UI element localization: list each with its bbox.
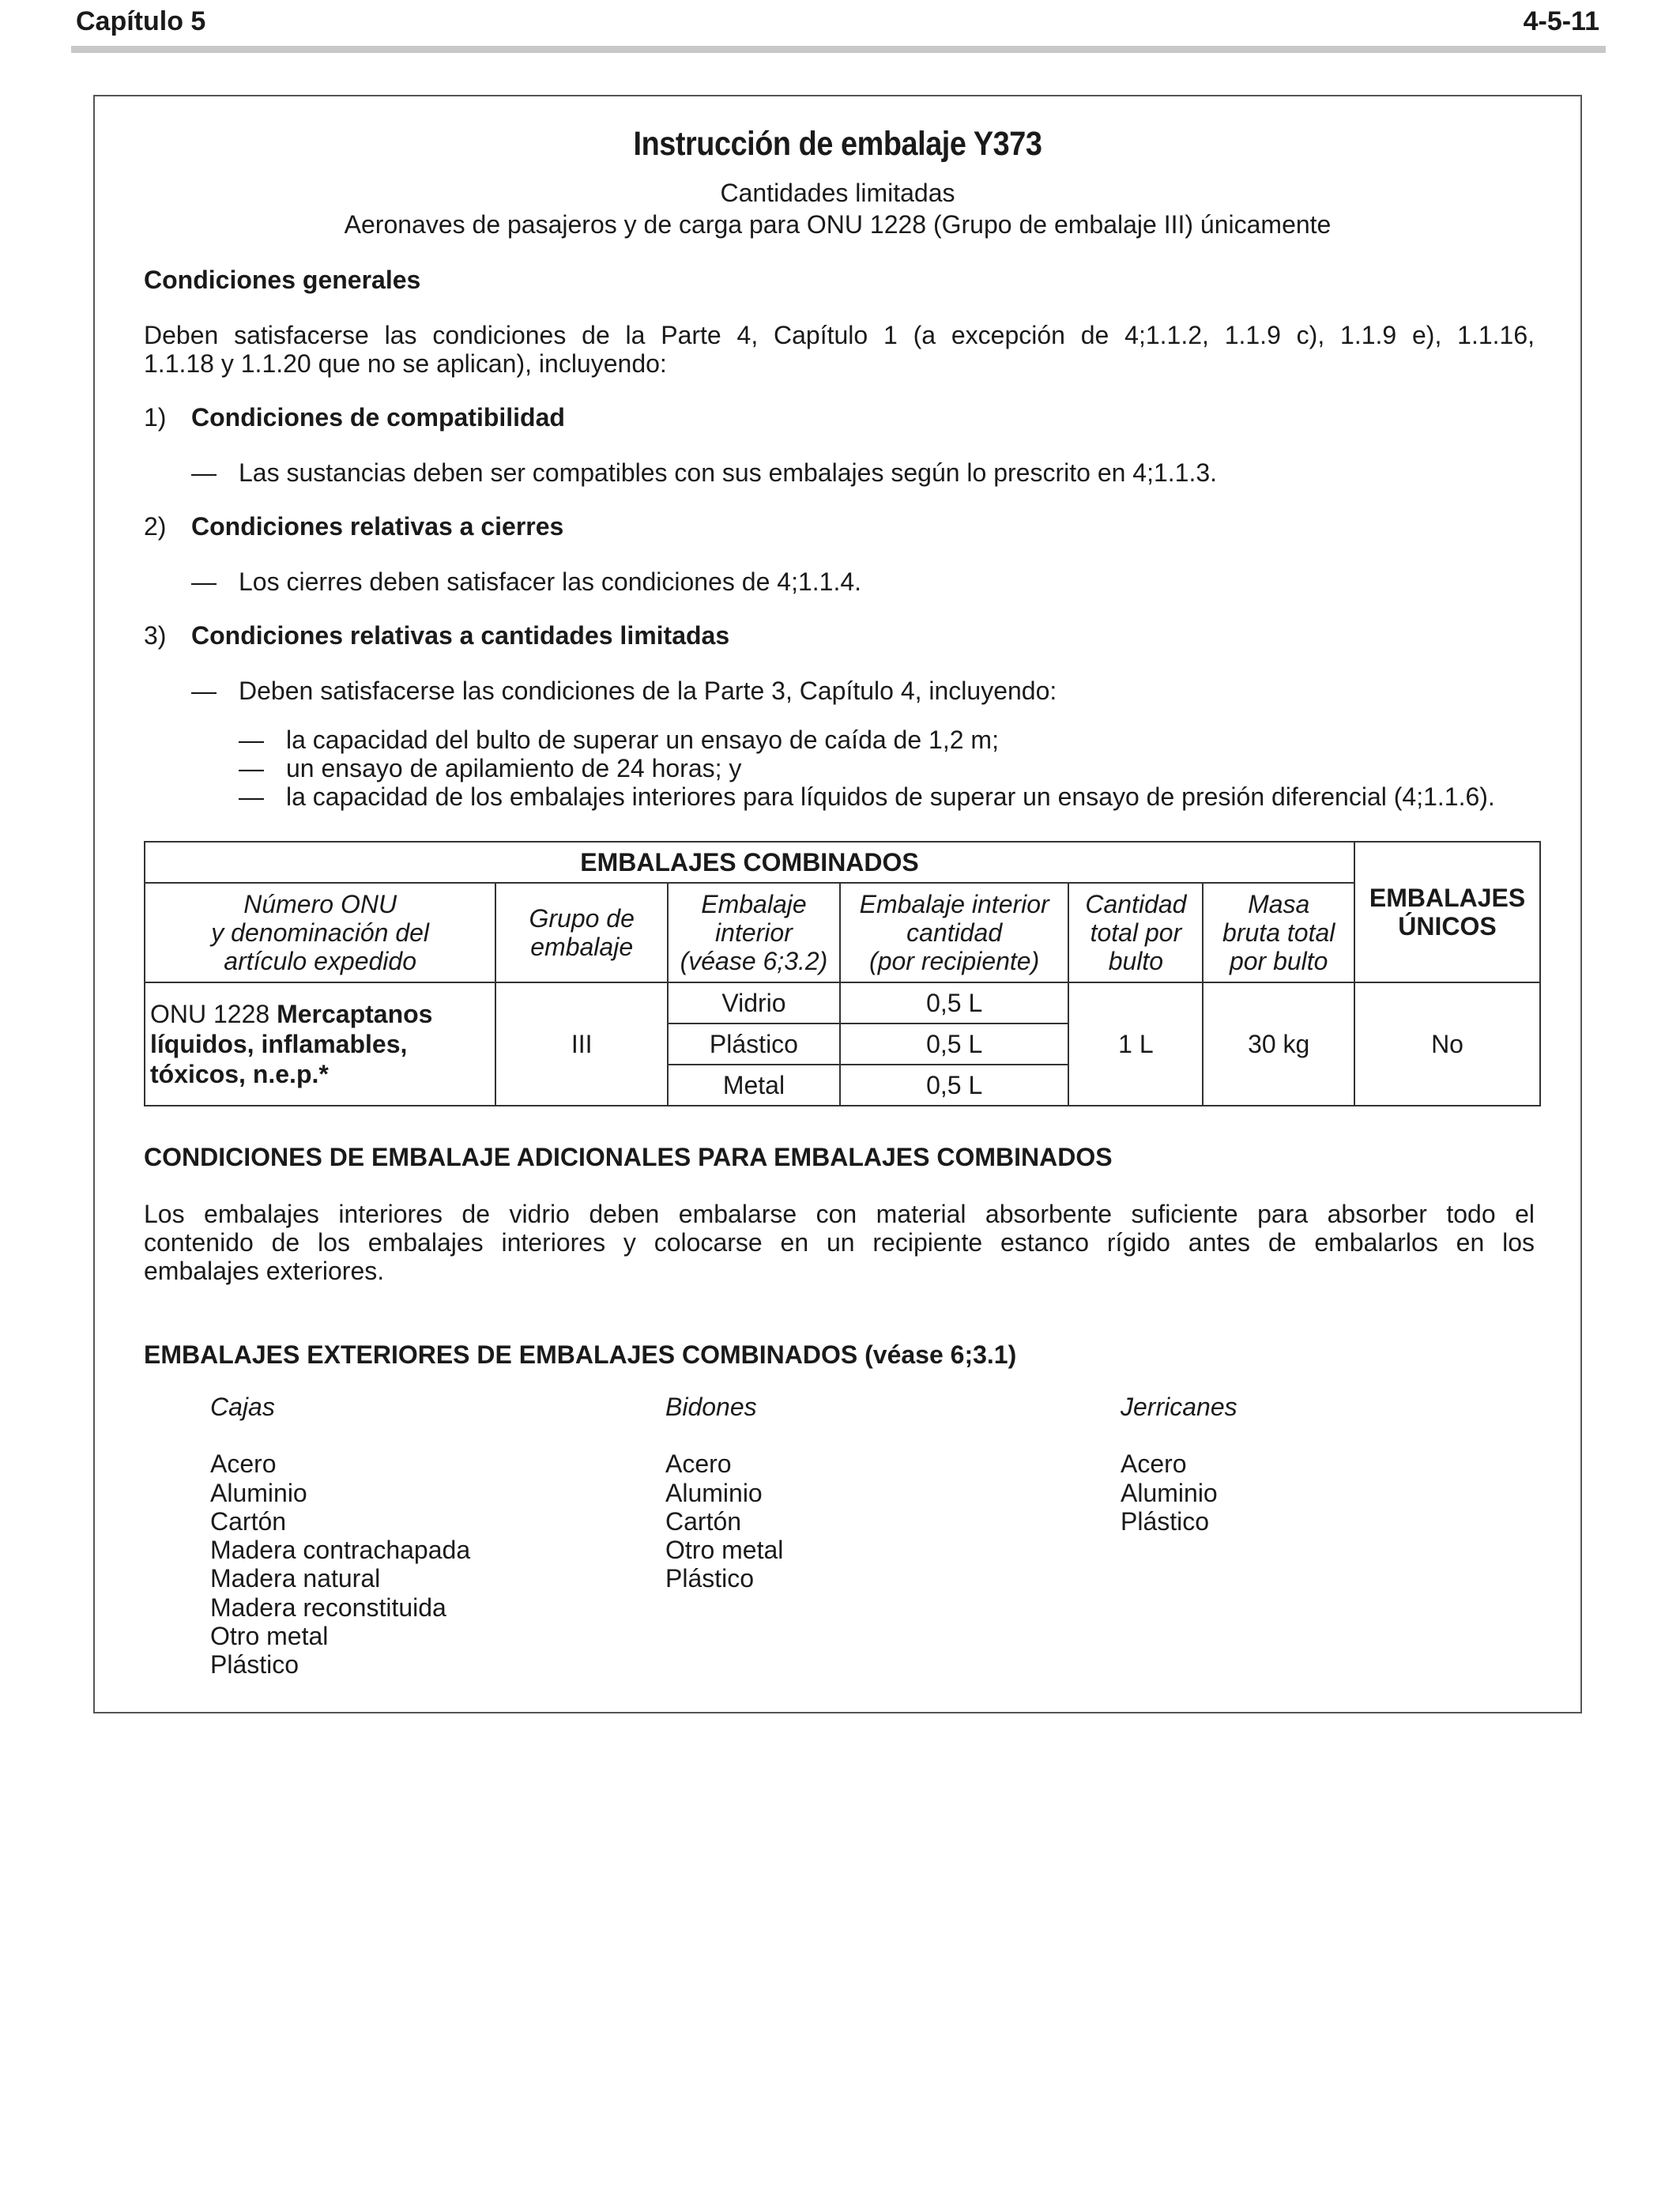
additional-para-line2: contenido de los embalajes interiores y colocarse en un recipiente estanco rígido antes de embalarlos en los	[144, 1228, 1535, 1257]
list-item: Madera contrachapada	[210, 1536, 471, 1565]
list-item: Plástico	[1121, 1506, 1210, 1536]
outer-column-boxes	[210, 1393, 470, 1679]
list-item: Otro metal	[210, 1622, 329, 1651]
chapter-label: Capítulo 5	[76, 6, 206, 36]
list-item: Aluminio	[210, 1478, 307, 1507]
section-3-bullet	[191, 677, 1057, 706]
general-para-line1: Deben satisfacerse las condiciones de la Parte 4, Capítulo 1 (a excepción de 4;1.1.2, 1.1.9 c), 1.1.9 e), 1.1.16,	[144, 321, 1535, 349]
col-header-gross-mass: Masa bruta total por bulto	[1203, 883, 1354, 982]
bullet-text: Las sustancias deben ser compatibles con sus embalajes según lo prescrito en 4;1.1.3.	[239, 458, 1218, 487]
gross-mass-cell: 30 kg	[1203, 982, 1354, 1106]
section-title: Condiciones relativas a cierres	[191, 512, 564, 541]
instruction-subtitle: Cantidades limitadas	[720, 179, 955, 207]
list-item: Madera reconstituida	[210, 1593, 446, 1622]
sub-bullet-text: la capacidad de los embalajes interiores para líquidos de superar un ensayo de presión diferencial (4;1.1.6).	[286, 782, 1495, 811]
dash-glyph: —	[191, 677, 217, 705]
general-para-line2: 1.1.18 y 1.1.20 que no se aplican), incluyendo:	[144, 349, 667, 378]
sub-bullet-3	[239, 782, 1495, 812]
page-number: 4-5-11	[1523, 6, 1599, 36]
col-header-packing-group: Grupo de embalaje	[495, 883, 668, 982]
dash-glyph: —	[239, 782, 264, 811]
section-title: Condiciones de compatibilidad	[191, 403, 565, 432]
section-2-heading	[144, 512, 563, 541]
list-item: Plástico	[210, 1650, 299, 1679]
section-number: 3)	[144, 621, 167, 650]
outer-column-drums	[665, 1393, 783, 1593]
list-item: Plástico	[665, 1564, 755, 1593]
outer-column-jerricans	[1121, 1393, 1237, 1536]
list-item: Otro metal	[665, 1536, 784, 1565]
table-row	[145, 982, 1540, 1023]
section-1-bullet	[191, 458, 1217, 488]
page-header	[71, 5, 1604, 40]
col-header-total-quantity: Cantidad total por bulto	[1068, 883, 1203, 982]
list-item: Acero	[210, 1449, 277, 1479]
inner-material-cell: Plástico	[668, 1023, 840, 1065]
packaging-table	[144, 841, 1541, 1106]
list-item: Aluminio	[665, 1478, 763, 1507]
inner-material-cell: Metal	[668, 1065, 840, 1106]
additional-para-line1: Los embalajes interiores de vidrio deben embalarse con material absorbente suficiente para absorber todo el	[144, 1200, 1535, 1228]
outer-packaging-heading: EMBALAJES EXTERIORES DE EMBALAJES COMBINADOS (véase 6;3.1)	[144, 1340, 1017, 1369]
list-item: Cartón	[210, 1506, 287, 1536]
single-packaging-cell: No	[1354, 982, 1540, 1106]
section-3-heading	[144, 621, 729, 650]
column-title: Cajas	[210, 1393, 275, 1421]
sub-bullet-text: un ensayo de apilamiento de 24 horas; y	[286, 754, 742, 782]
packing-group-cell: III	[495, 982, 668, 1106]
sub-bullet-2	[239, 754, 741, 783]
un-designation-cell: ONU 1228 Mercaptanos líquidos, inflamables, tóxicos, n.e.p.*	[145, 982, 495, 1106]
list-item: Acero	[665, 1449, 732, 1479]
instruction-title: Instrucción de embalaje Y373	[633, 125, 1042, 163]
list-item: Acero	[1121, 1449, 1187, 1479]
section-title: Condiciones relativas a cantidades limitadas	[191, 621, 730, 650]
sub-bullet-1	[239, 726, 999, 755]
single-packaging-header: EMBALAJES ÚNICOS	[1354, 842, 1540, 982]
col-header-inner-quantity: Embalaje interior cantidad (por recipiente)	[840, 883, 1069, 982]
section-number: 1)	[144, 403, 167, 432]
dash-glyph: —	[239, 754, 264, 782]
bullet-text: Deben satisfacerse las condiciones de la Parte 3, Capítulo 4, incluyendo:	[239, 677, 1057, 705]
dash-glyph: —	[191, 567, 217, 596]
combined-packaging-header: EMBALAJES COMBINADOS	[145, 842, 1354, 883]
col-header-inner-packaging: Embalaje interior (véase 6;3.2)	[668, 883, 840, 982]
inner-quantity-cell: 0,5 L	[840, 1065, 1069, 1106]
instruction-box	[93, 95, 1582, 1713]
general-heading: Condiciones generales	[144, 266, 421, 294]
inner-quantity-cell: 0,5 L	[840, 1023, 1069, 1065]
inner-quantity-cell: 0,5 L	[840, 982, 1069, 1023]
header-rule	[71, 46, 1606, 53]
bullet-text: Los cierres deben satisfacer las condiciones de 4;1.1.4.	[239, 567, 862, 596]
section-1-heading	[144, 403, 565, 432]
dash-glyph: —	[239, 726, 264, 754]
list-item: Madera natural	[210, 1564, 381, 1593]
instruction-scope: Aeronaves de pasajeros y de carga para ONU 1228 (Grupo de embalaje III) únicamente	[344, 210, 1332, 239]
column-title: Bidones	[665, 1393, 757, 1421]
dash-glyph: —	[191, 458, 217, 487]
additional-para-line3: embalajes exteriores.	[144, 1257, 385, 1285]
sub-bullet-text: la capacidad del bulto de superar un ensayo de caída de 1,2 m;	[286, 726, 999, 754]
list-item: Aluminio	[1121, 1478, 1218, 1507]
list-item: Cartón	[665, 1506, 742, 1536]
col-header-un-number: Número ONU y denominación del artículo expedido	[145, 883, 495, 982]
section-number: 2)	[144, 512, 167, 541]
inner-material-cell: Vidrio	[668, 982, 840, 1023]
additional-conditions-heading: CONDICIONES DE EMBALAJE ADICIONALES PARA EMBALAJES COMBINADOS	[144, 1143, 1113, 1171]
column-title: Jerricanes	[1121, 1393, 1237, 1421]
section-2-bullet	[191, 567, 861, 597]
total-quantity-cell: 1 L	[1068, 982, 1203, 1106]
